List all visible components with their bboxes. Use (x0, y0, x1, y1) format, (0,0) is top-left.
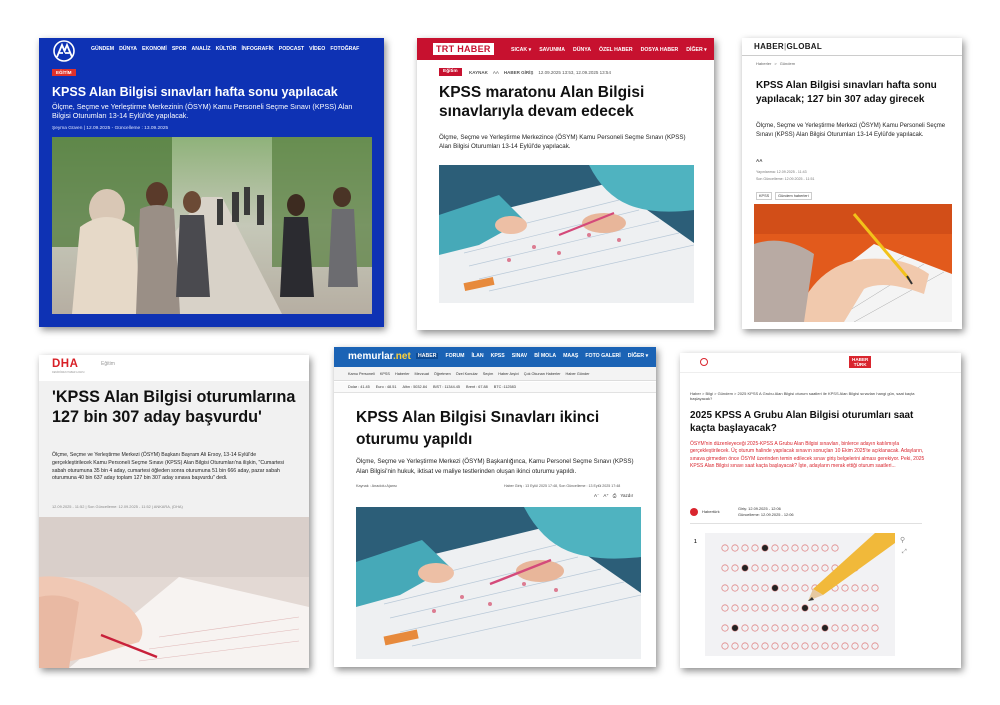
aa-nav-item[interactable]: GÜNDEM (91, 46, 115, 52)
aa-nav-item[interactable]: DÜNYA (119, 46, 138, 52)
memurlar-nav-item[interactable]: DİĞER ▾ (627, 353, 649, 359)
expand-icon[interactable]: ⤢ (902, 549, 907, 555)
haberturk-divider (690, 523, 922, 524)
print-icon[interactable]: ⎙ (612, 493, 617, 498)
haberglobal-logo-divider: | (783, 42, 787, 51)
haberglobal-updated: Son Güncelleme: 12.09.2025 - 11:51 (756, 177, 815, 181)
memurlar-subnav-item[interactable]: Mevzuat (414, 372, 429, 376)
trt-meta-date-label: HABER GİRİŞ (503, 70, 534, 75)
haberturk-author[interactable]: Habertürk (702, 509, 720, 514)
aa-article-card[interactable] (39, 38, 384, 327)
aa-nav-item[interactable]: İNFOGRAFİK (241, 46, 274, 52)
haberglobal-logo-right: GLOBAL (786, 42, 823, 51)
haberturk-author-avatar (690, 508, 698, 516)
trt-nav-item[interactable]: ÖZEL HABER (599, 47, 633, 53)
haberturk-headline: 2025 KPSS A Grubu Alan Bilgisi oturumları saat kaçta başlayacak? (690, 410, 914, 434)
haberglobal-crumb-sep: > (774, 61, 777, 66)
dha-article-card[interactable] (39, 355, 309, 668)
memurlar-subnav-item[interactable]: Haber Gönder (565, 372, 590, 376)
dha-logo-sub: DEMİRÖREN HABER AJANSI (52, 371, 85, 374)
memurlar-subnav-item[interactable]: Özel Konular (455, 372, 478, 376)
memurlar-subnav-item[interactable]: Kamu Personeli (348, 372, 375, 376)
trt-nav-item[interactable]: SICAK ▾ (511, 47, 532, 53)
haberglobal-summary: Ölçme, Seçme ve Yerleştirme Merkezi (ÖSYM) Kamu Personeli Seçme Sınavı (KPSS) Alan Bilgisi Oturumları 13-14 Eylül'de yapılacak. (756, 123, 946, 138)
haberturk-breadcrumb[interactable]: Haber > Bilgi > Gündem > 2025 KPSS A Grubu Alan Bilgisi oturum saatleri ile KPSS Alan Bilgisi sınavları hangi gün, saat kaçta başlayacak? (690, 391, 915, 402)
trt-nav-item[interactable]: SAVUNMA (539, 47, 566, 53)
dha-logo[interactable]: DHA (52, 358, 79, 370)
ticker-brent: Brent : 67.88 (466, 385, 488, 389)
dha-headline: 'KPSS Alan Bilgisi oturumlarına 127 bin 307 aday başvurdu' (52, 388, 296, 427)
aa-logo-icon[interactable] (53, 40, 75, 62)
aa-summary: Ölçme, Seçme ve Yerleştirme Merkezinin (ÖSYM) Kamu Personeli Seçme Sınavı (KPSS) Alan Bilgisi Oturumları 13-14 Eylül'de yapılacak. (52, 102, 353, 121)
haberglobal-crumb[interactable]: Haberler (756, 61, 772, 66)
haberturk-logo-top: HABER (852, 357, 869, 362)
haberturk-header (680, 353, 961, 373)
trt-meta-dates: 12.09.2025 13:53, 12.09.2025 13:54 (538, 70, 611, 75)
haberglobal-breadcrumb (756, 61, 795, 66)
memurlar-nav-item[interactable]: KPSS (490, 353, 505, 359)
memurlar-photo-exam-sheet (356, 507, 641, 659)
dha-body: Ölçme, Seçme ve Yerleştirme Merkezi (ÖSYM) Başkanı Bayram Ali Ersoy, 13-14 Eylül'de gerçekleştirilecek Kamu Personeli Seçme Sınavı (KPSS) Alan Bilgisi Oturumları'na ilişkin, "Cumartesi sabah oturumuna 35 bin 4 aday, cumartesi öğleden sonra oturumuna 51 bin 666 aday, pazar sabah oturumuna 40 bin 637 aday toplam 127 bin 307 aday sınava başvurdu" dedi. (52, 452, 285, 482)
haberturk-logo-bottom: TÜRK (853, 362, 867, 368)
memurlar-nav-item[interactable]: SINAV (511, 353, 528, 359)
bookmark-icon[interactable]: ⚲ (900, 537, 906, 544)
dha-photo-hand-writing (39, 517, 309, 668)
haberglobal-headline: KPSS Alan Bilgisi sınavları hafta sonu yapılacak; 127 bin 307 aday girecek (756, 80, 937, 105)
memurlar-nav-item[interactable]: FOTO GALERİ (585, 353, 621, 359)
dha-meta: 12.09.2025 - 11:52 | Son Güncelleme: 12.09.2025 - 11:52 | ANKARA, (DHA) (52, 504, 183, 509)
trt-nav-item[interactable]: DOSYA HABER (640, 47, 679, 53)
haberturk-article-card[interactable] (680, 353, 961, 668)
aa-nav-item[interactable]: VİDEO (309, 46, 326, 52)
haberglobal-tag[interactable]: Gündem haberleri (775, 192, 811, 200)
trt-meta (469, 70, 611, 75)
memurlar-subnav-item[interactable]: Seçim (482, 372, 494, 376)
haberglobal-photo-hand-writing (754, 204, 952, 322)
aa-category-badge[interactable]: EĞİTİM (52, 69, 76, 76)
memurlar-nav-item[interactable]: FORUM (445, 353, 465, 359)
memurlar-nav-item[interactable]: MAAŞ (563, 353, 579, 359)
ticker-euro: Euro : 48.51 (375, 385, 397, 389)
aa-nav-item[interactable]: EKONOMİ (142, 46, 167, 52)
haberglobal-font-size-button[interactable]: AA (756, 158, 763, 163)
haberturk-summary: ÖSYM'nin düzenleyeceği 2025-KPSS A Grubu Alan Bilgisi sınavları, binlerce adayın katılımıyla gerçekleştirilecek. Üç oturum halinde yapılacak sınavın sonuçları 10 Ekim 2025'te açıklanacak. Adayların, sınava girmeden önce ÖSYM üzerinden temin edilecek sınav giriş belgelerini alması gerekiyor. Peki, 2025 KPSS Alan Bilgisi sınavı saat kaçta başlayacak? İşte, adayların merak ettiği oturum saatleri... (690, 441, 925, 469)
haberturk-photo-answer-sheet-pencil (705, 533, 895, 656)
memurlar-summary: Ölçme, Seçme ve Yerleştirme Merkezi (ÖSYM) Başkanlığınca, Kamu Personel Seçme Sınavı (KPSS) Alan Bilgisi'nin hukuk, iktisat ve maliye testlerinden oluşan ikinci oturumu yapıldı. (356, 458, 634, 475)
memurlar-subnav-item[interactable]: Haberler (394, 372, 410, 376)
memurlar-nav-item[interactable]: HABER (418, 353, 437, 359)
aa-nav-item[interactable]: PODCAST (278, 46, 305, 52)
aa-nav-item[interactable]: FOTOĞRAF (330, 46, 360, 52)
trt-headline: KPSS maratonu Alan Bilgisi sınavlarıyla devam edecek (439, 84, 645, 120)
memurlar-subnav-item[interactable]: KPSS (379, 372, 390, 376)
haberturk-logo[interactable] (849, 356, 871, 368)
haberturk-menu-icon[interactable] (700, 358, 708, 366)
ticker-dolar: Dolar : 41.45 (348, 385, 370, 389)
font-increase-button[interactable]: A⁺ (603, 493, 609, 498)
memurlar-dates: Haber Giriş : 13 Eylül 2025 17:48, Son Güncelleme : 13 Eylül 2025 17:48 (504, 484, 621, 488)
trt-category-badge[interactable]: Eğitim (439, 68, 462, 76)
dha-category[interactable]: Eğitim (101, 361, 115, 367)
aa-nav-item[interactable]: SPOR (171, 46, 187, 52)
trt-nav-item[interactable]: DÜNYA (573, 47, 591, 53)
aa-nav-item[interactable]: KÜLTÜR (215, 46, 237, 52)
memurlar-article-card[interactable] (334, 347, 656, 667)
memurlar-subnav-item[interactable]: Çok Okunan Haberler (523, 372, 561, 376)
memurlar-logo[interactable] (348, 351, 411, 362)
memurlar-headline: KPSS Alan Bilgisi Sınavları ikinci oturumu yapıldı (356, 409, 600, 448)
haberglobal-published: Yayınlanma: 12.09.2025 - 11:43 (756, 170, 807, 174)
trt-logo[interactable]: TRT HABER (433, 43, 494, 55)
trt-nav-item[interactable]: DİĞER ▾ (686, 47, 707, 53)
dha-header (39, 355, 309, 381)
ticker-bist: BIST : 11344.45 (432, 385, 461, 389)
trt-meta-source: AA (492, 70, 499, 75)
memurlar-nav-item[interactable]: İLAN (471, 353, 484, 359)
memurlar-tools (594, 493, 633, 499)
haberglobal-crumb[interactable]: Gündem (779, 61, 796, 66)
aa-top-nav (39, 38, 384, 60)
aa-byline: Şeyma Güven | 12.09.2025 - Güncelleme : 13.09.2025 (52, 126, 169, 131)
trt-photo-exam-sheet (439, 165, 694, 303)
memurlar-logo-main: memurlar (348, 351, 394, 362)
ticker-altin: Altın : 5032.84 (402, 385, 427, 389)
aa-headline: KPSS Alan Bilgisi sınavları hafta sonu yapılacak (52, 85, 338, 99)
trt-summary: Ölçme, Seçme ve Yerleştirme Merkezince (ÖSYM) Kamu Personeli Seçme Sınavı (KPSS) Alan Bilgisi Oturumları 13-14 Eylül'de yapılacak. (439, 134, 686, 150)
memurlar-logo-tld: .net (393, 351, 411, 362)
aa-photo-students-walking (52, 137, 372, 314)
aa-nav-item[interactable]: ANALİZ (191, 46, 211, 52)
memurlar-nav-item[interactable]: Bİ MOLA (534, 353, 557, 359)
haberglobal-logo-left: HABER (754, 42, 784, 51)
memurlar-subnav-item[interactable]: Öğretmen (433, 372, 451, 376)
font-decrease-button[interactable]: A⁻ (594, 493, 600, 498)
memurlar-subnav-item[interactable]: Haber Arşivi (498, 372, 519, 376)
haberglobal-header-divider (742, 55, 962, 56)
haberglobal-article-card[interactable] (742, 38, 962, 329)
memurlar-source: Kaynak : Anadolu Ajansı (356, 484, 397, 488)
trt-meta-source-label: KAYNAK (469, 70, 488, 75)
ticker-btc: BTC :112583 (493, 385, 516, 389)
haberglobal-tags (756, 192, 812, 200)
haberturk-image-counter: 1 (694, 539, 697, 545)
print-button[interactable]: Yazdır (620, 493, 634, 498)
haberglobal-tag[interactable]: KPSS (756, 192, 772, 200)
trt-article-card[interactable] (417, 38, 714, 330)
haberturk-date-entry: Giriş: 12.09.2025 - 12:06 (738, 506, 781, 511)
haberturk-date-updated: Güncelleme: 12.09.2025 - 12:06 (738, 512, 794, 517)
haberglobal-logo[interactable] (754, 42, 822, 51)
